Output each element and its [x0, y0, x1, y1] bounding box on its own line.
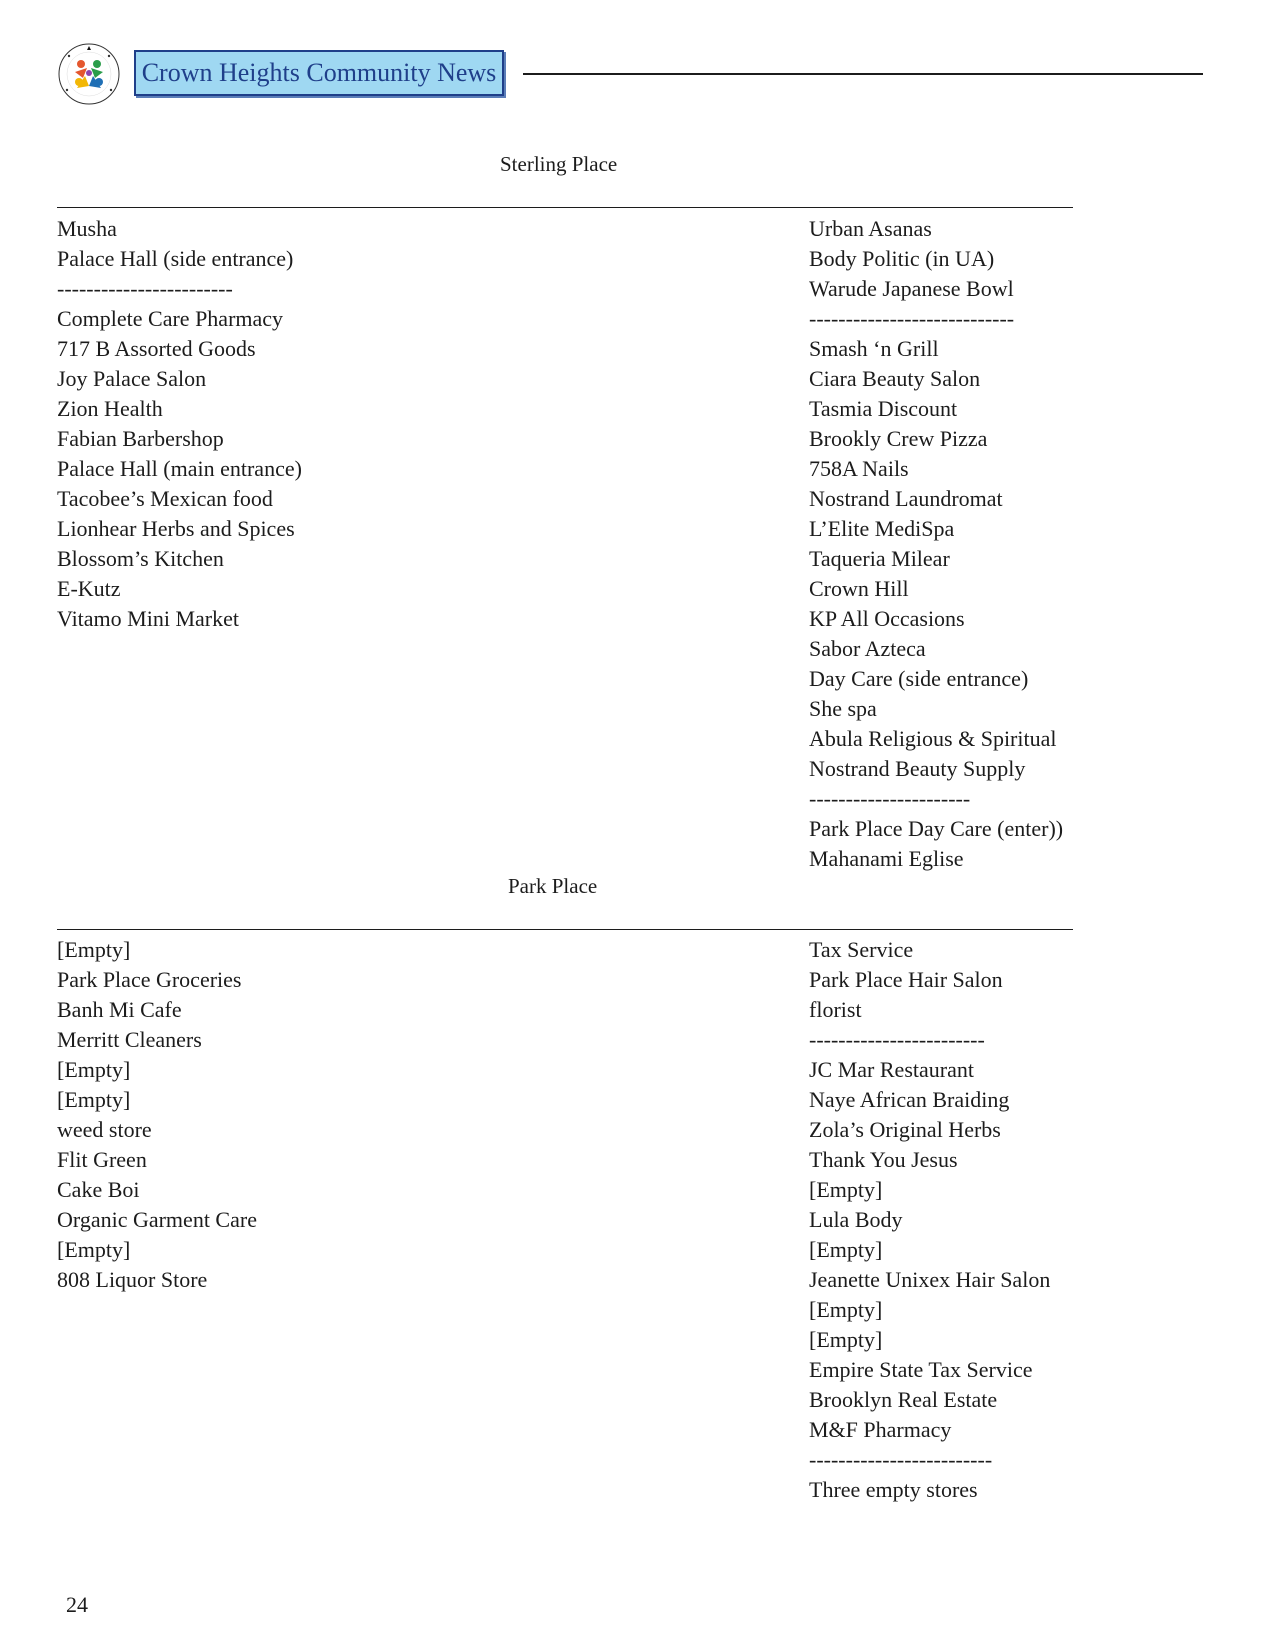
- storefront-item: Complete Care Pharmacy: [57, 306, 284, 331]
- storefront-item: L’Elite MediSpa: [809, 516, 955, 541]
- storefront-item: Sabor Azteca: [809, 636, 926, 661]
- storefront-item: Mahanami Eglise: [809, 846, 964, 871]
- storefront-item: Musha: [57, 216, 117, 241]
- park-right-list: [809, 935, 1050, 1505]
- storefront-item: Brookly Crew Pizza: [809, 426, 988, 451]
- separator-line: ----------------------------: [809, 306, 1015, 331]
- page-number: 24: [66, 1592, 88, 1617]
- storefront-item: [Empty]: [809, 1177, 883, 1202]
- separator-line: -------------------------: [809, 1447, 993, 1472]
- sterling-left-list: [57, 214, 302, 634]
- park-left-list: [57, 935, 257, 1295]
- storefront-item: 758A Nails: [809, 456, 909, 481]
- storefront-item: Urban Asanas: [809, 216, 932, 241]
- storefront-item: Zola’s Original Herbs: [809, 1117, 1001, 1142]
- storefront-item: Vitamo Mini Market: [57, 606, 239, 631]
- storefront-item: Palace Hall (side entrance): [57, 246, 294, 271]
- storefront-item: M&F Pharmacy: [809, 1417, 952, 1442]
- storefront-item: [Empty]: [57, 1237, 131, 1262]
- storefront-item: Ciara Beauty Salon: [809, 366, 981, 391]
- storefront-item: Banh Mi Cafe: [57, 997, 182, 1022]
- storefront-item: Abula Religious & Spiritual: [809, 726, 1057, 751]
- storefront-item: Park Place Day Care (enter)): [809, 816, 1064, 841]
- storefront-item: Three empty stores: [809, 1477, 978, 1502]
- storefront-item: Warude Japanese Bowl: [809, 276, 1014, 301]
- storefront-item: Merritt Cleaners: [57, 1027, 202, 1052]
- storefront-item: Flit Green: [57, 1147, 147, 1172]
- section-rule: [57, 207, 1073, 208]
- storefront-item: Taqueria Milear: [809, 546, 950, 571]
- storefront-item: Fabian Barbershop: [57, 426, 224, 451]
- storefront-item: [Empty]: [809, 1237, 883, 1262]
- storefront-item: Park Place Hair Salon: [809, 967, 1003, 992]
- storefront-item: Body Politic (in UA): [809, 246, 995, 271]
- storefront-item: Day Care (side entrance): [809, 666, 1029, 691]
- storefront-item: Blossom’s Kitchen: [57, 546, 224, 571]
- storefront-item: KP All Occasions: [809, 606, 965, 631]
- storefront-item: [Empty]: [57, 937, 131, 962]
- storefront-item: [Empty]: [57, 1057, 131, 1082]
- storefront-item: Palace Hall (main entrance): [57, 456, 302, 481]
- storefront-item: weed store: [57, 1117, 152, 1142]
- storefront-item: Crown Hill: [809, 576, 909, 601]
- storefront-item: Park Place Groceries: [57, 967, 242, 992]
- storefront-item: Empire State Tax Service: [809, 1357, 1033, 1382]
- masthead-title: Crown Heights Community News: [134, 50, 504, 96]
- storefront-item: [Empty]: [809, 1297, 883, 1322]
- storefront-item: Joy Palace Salon: [57, 366, 207, 391]
- sterling-right-list: [809, 214, 1063, 874]
- storefront-item: Nostrand Beauty Supply: [809, 756, 1026, 781]
- separator-line: ----------------------: [809, 786, 971, 811]
- storefront-item: Jeanette Unixex Hair Salon: [809, 1267, 1051, 1292]
- organization-logo: [57, 42, 121, 106]
- storefront-item: [Empty]: [809, 1327, 883, 1352]
- section-title-sterling-place: Sterling Place: [500, 152, 618, 176]
- storefront-item: florist: [809, 997, 862, 1022]
- storefront-item: Brooklyn Real Estate: [809, 1387, 998, 1412]
- storefront-item: Lula Body: [809, 1207, 903, 1232]
- storefront-item: [Empty]: [57, 1087, 131, 1112]
- storefront-item: Lionhear Herbs and Spices: [57, 516, 295, 541]
- section-title-park-place: Park Place: [508, 874, 598, 898]
- storefront-item: Tacobee’s Mexican food: [57, 486, 273, 511]
- storefront-item: Tasmia Discount: [809, 396, 958, 421]
- storefront-item: Thank You Jesus: [809, 1147, 958, 1172]
- separator-line: ------------------------: [57, 276, 233, 301]
- storefront-item: Smash ‘n Grill: [809, 336, 939, 361]
- storefront-item: Tax Service: [809, 937, 914, 962]
- storefront-item: 717 B Assorted Goods: [57, 336, 256, 361]
- storefront-item: Nostrand Laundromat: [809, 486, 1003, 511]
- storefront-item: Naye African Braiding: [809, 1087, 1010, 1112]
- header-rule: [523, 73, 1203, 75]
- storefront-item: 808 Liquor Store: [57, 1267, 208, 1292]
- storefront-item: Organic Garment Care: [57, 1207, 257, 1232]
- storefront-item: Zion Health: [57, 396, 163, 421]
- storefront-item: She spa: [809, 696, 877, 721]
- separator-line: ------------------------: [809, 1027, 985, 1052]
- storefront-item: Cake Boi: [57, 1177, 140, 1202]
- section-rule: [57, 929, 1073, 930]
- storefront-item: E-Kutz: [57, 576, 121, 601]
- storefront-item: JC Mar Restaurant: [809, 1057, 974, 1082]
